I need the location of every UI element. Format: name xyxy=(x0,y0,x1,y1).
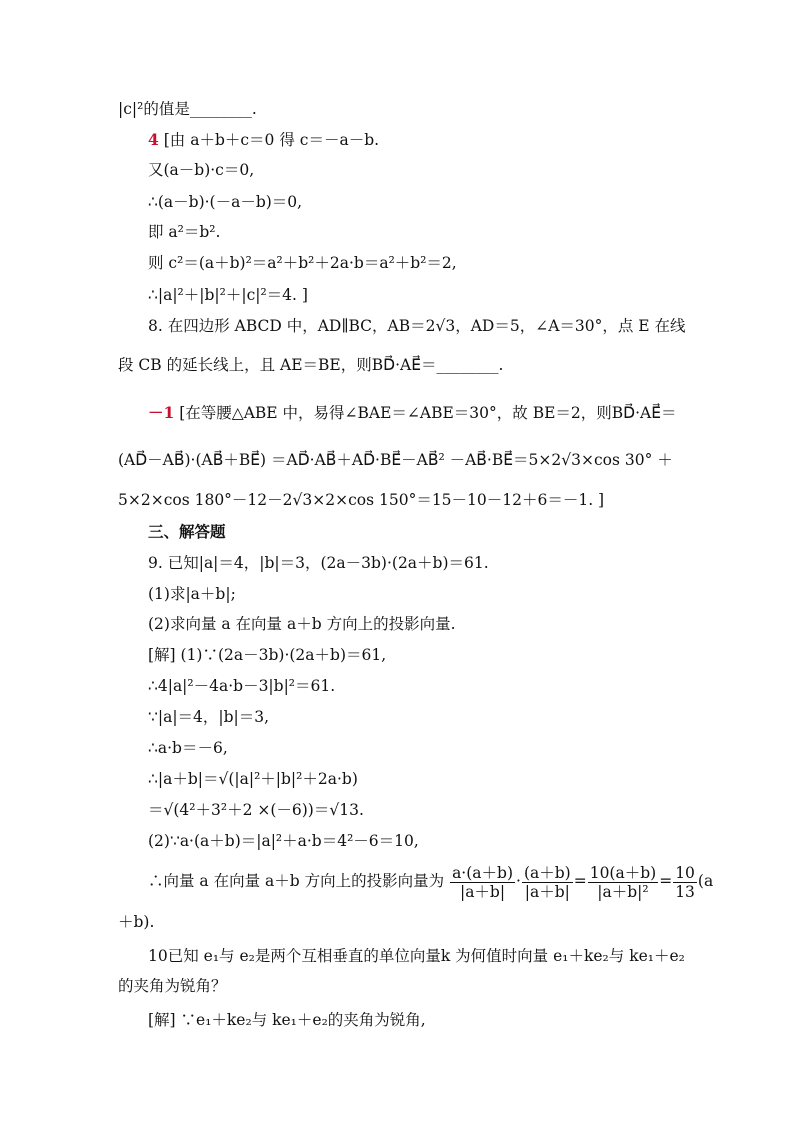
answer-line xyxy=(148,403,677,423)
fraction: $\frac{10}{13}$ xyxy=(675,863,695,901)
text-line: |c|²的值是________. xyxy=(118,100,257,118)
text-line: ∴向量 a 在向量 a＋b 方向上的投影向量为 xyxy=(148,872,445,890)
text-line: ∴|a＋b|＝√(|a|²＋|b|²＋2a·b) xyxy=(148,770,358,788)
text-line: ∴a·b＝－6, xyxy=(148,739,228,757)
text-line: 的夹角为锐角？ xyxy=(118,977,227,995)
text-line: (2)∵a·(a＋b)＝|a|²＋a·b＝4²－6＝10, xyxy=(148,832,419,850)
answer-value: 4 xyxy=(148,130,159,149)
text-line: ∴(a－b)·(－a－b)＝0, xyxy=(148,193,303,211)
projection-line: ∴向量 a 在向量 a＋b 方向上的投影向量为 $\frac{a\cdot(a+b)}{|a+b|}$ · $\frac{(a+b)}{|a+b|}$ = $\frac{10(a+b)}{\text{|a＋b|²}}$ = $\frac{10}{13}$ (a xyxy=(148,863,714,901)
fraction: $\frac{(a+b)}{|a+b|}$ xyxy=(523,863,571,901)
text-line: 则 c²＝(a＋b)²＝a²＋b²＋2a·b＝a²＋b²＝2, xyxy=(148,254,457,272)
text-line: ∵|a|＝4，|b|＝3, xyxy=(148,708,270,726)
text-line: [在等腰△ABE 中，易得∠BAE＝∠ABE＝30°，故 BE＝2，则BD⃗·AE⃗＝ xyxy=(179,404,677,422)
text-line: (1)求|a＋b|; xyxy=(148,585,236,603)
section-heading: 三、解答题 xyxy=(148,523,226,541)
text-line: 5×2×cos 180°－12－2√3×2×cos 150°＝15－10－12＋6＝－1. ] xyxy=(118,491,605,509)
text-line: ＋b). xyxy=(118,913,155,931)
text-line: 段 CB 的延长线上，且 AE＝BE，则BD⃗·AE⃗＝________. xyxy=(118,356,504,374)
fraction: $\frac{10(a+b)}{\text{|a＋b|²}}$ xyxy=(589,863,657,901)
text-line: [解] ∵e₁＋ke₂与 ke₁＋e₂的夹角为锐角, xyxy=(148,1011,426,1029)
text-line: [由 a＋b＋c＝0 得 c＝－a－b. xyxy=(163,131,380,149)
text-line: ∴4|a|²－4a·b－3|b|²＝61. xyxy=(148,677,336,695)
question-9: 9. 已知|a|＝4，|b|＝3，(2a－3b)·(2a＋b)＝61. xyxy=(148,554,489,572)
text-line: (AD⃗－AB⃗)·(AB⃗＋BE⃗) ＝AD⃗·AB⃗＋AD⃗·BE⃗－AB⃗² －AB⃗·BE⃗＝5×2√3×cos 30° ＋ xyxy=(118,451,673,469)
text-line: ∴|a|²＋|b|²＋|c|²＝4. ] xyxy=(148,286,308,304)
text-line: 即 a²＝b². xyxy=(148,223,221,241)
text-line: [解] (1)∵(2a－3b)·(2a＋b)＝61, xyxy=(148,646,387,664)
question-10: 10已知 e₁与 e₂是两个互相垂直的单位向量k 为何值时向量 e₁＋ke₂与 ke₁＋e₂ xyxy=(148,947,685,965)
text-line: ＝√(4²＋3²＋2 ×(－6))＝√13. xyxy=(148,801,364,819)
fraction: $\frac{a\cdot(a+b)}{|a+b|}$ xyxy=(452,863,513,901)
text-line: (2)求向量 a 在向量 a＋b 方向上的投影向量. xyxy=(148,615,456,633)
text-line: 又(a－b)·c＝0, xyxy=(148,161,255,179)
answer-line xyxy=(148,130,379,150)
question-8: 8. 在四边形 ABCD 中，AD∥BC，AB＝2√3，AD＝5，∠A＝30°，点 E 在线 xyxy=(148,317,686,335)
answer-value: －1 xyxy=(148,403,175,422)
